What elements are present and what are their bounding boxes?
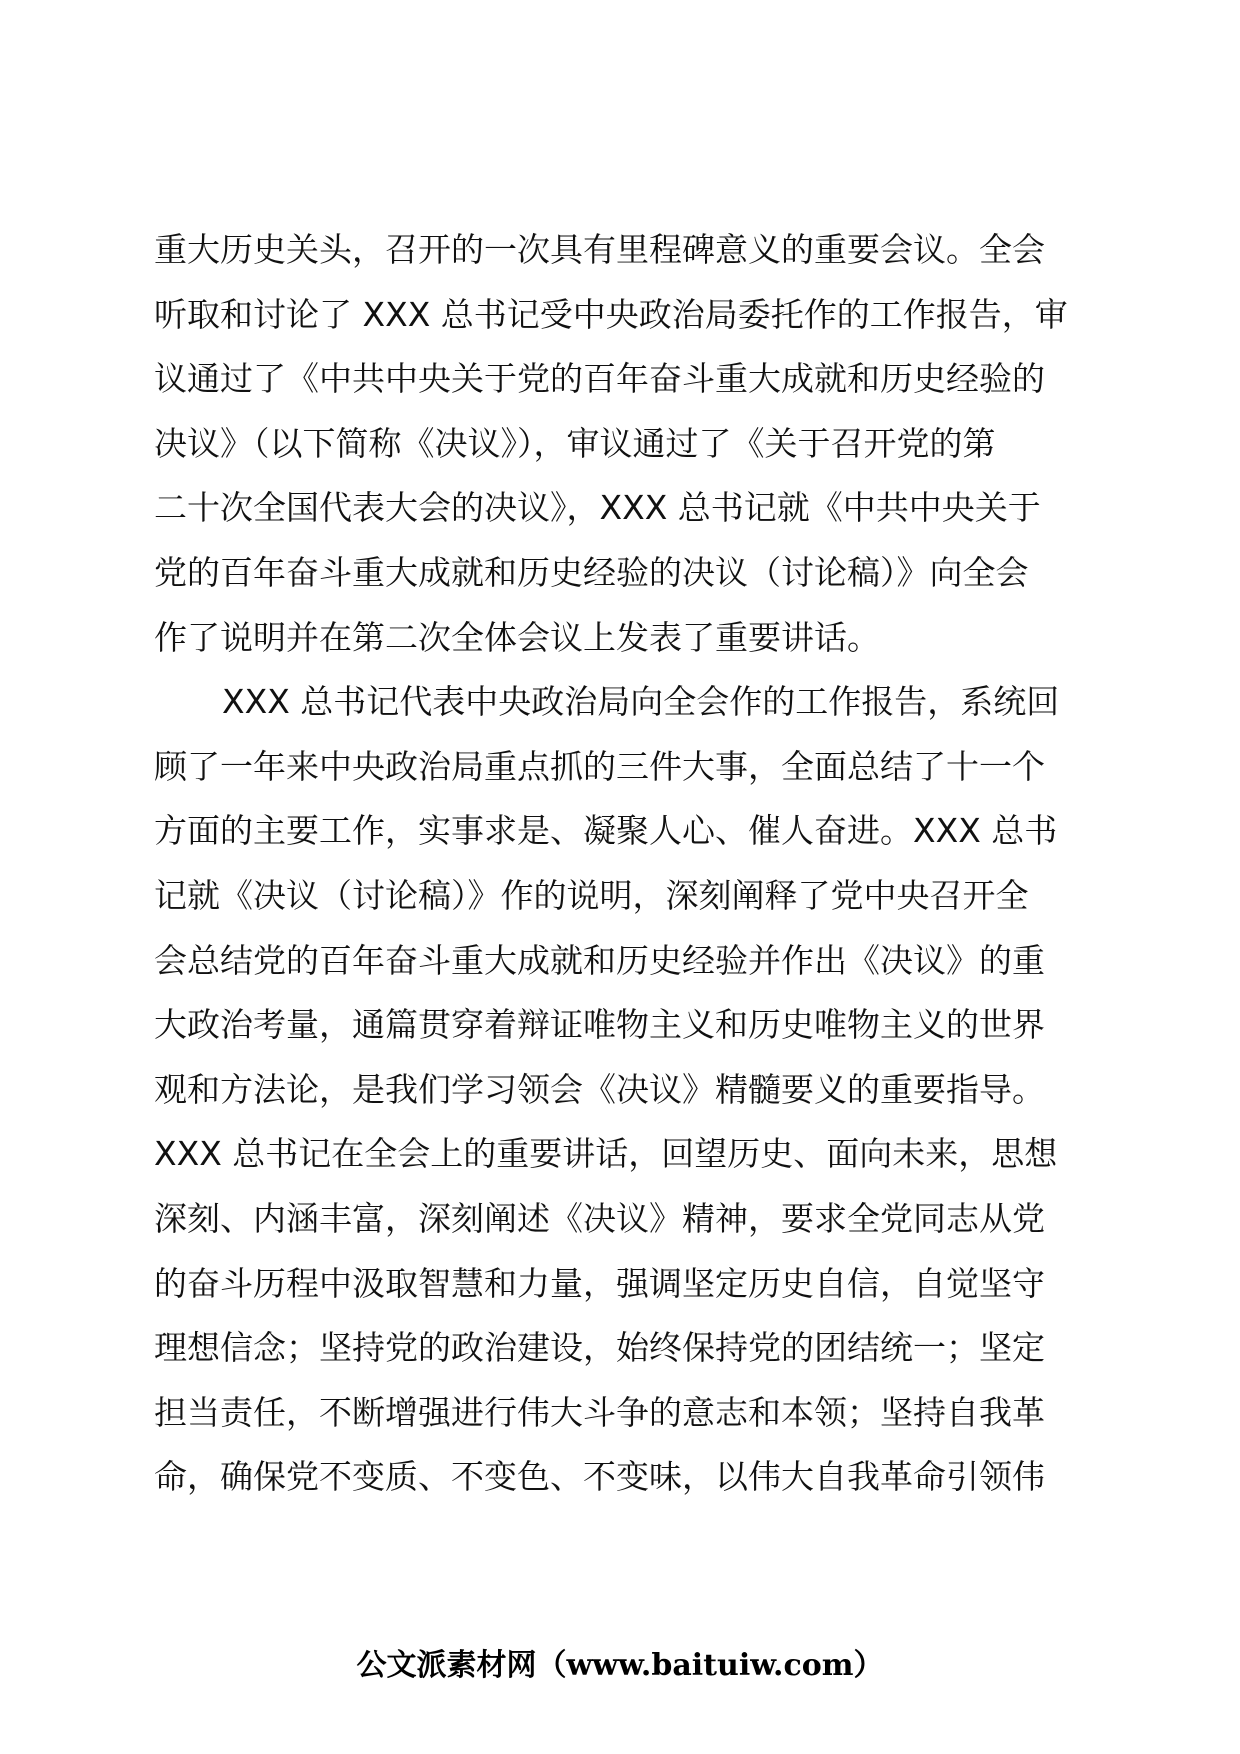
- text-line: 理想信念；坚持党的政治建设，始终保持党的团结统一；坚定: [154, 1328, 1045, 1368]
- text-line: 重大历史关头，召开的一次具有里程碑意义的重要会议。全会: [154, 230, 1045, 269]
- text-line: 方面的主要工作，实事求是、凝聚人心、催人奋进。XXX 总书: [154, 811, 1058, 851]
- document-body: [154, 218, 1094, 1510]
- paragraph-first-line: XXX 总书记代表中央政治局向全会作的工作报告，系统回: [222, 682, 1060, 722]
- text-line: 作了说明并在第二次全体会议上发表了重要讲话。: [154, 617, 880, 657]
- text-line: 决议》（以下简称《决议》），审议通过了《关于召开党的第: [154, 423, 996, 463]
- text-line: 会总结党的百年奋斗重大成就和历史经验并作出《决议》的重: [154, 940, 1045, 980]
- text-line: 顾了一年来中央政治局重点抓的三件大事，全面总结了十一个: [154, 746, 1045, 786]
- text-line: 担当责任，不断增强进行伟大斗争的意志和本领；坚持自我革: [154, 1392, 1045, 1432]
- text-line: XXX 总书记在全会上的重要讲话，回望历史、面向未来，思想: [154, 1134, 1058, 1174]
- text-line: 大政治考量，通篇贯穿着辩证唯物主义和历史唯物主义的世界: [154, 1005, 1045, 1045]
- page-footer: 公文派素材网（www.baituiw.com）: [356, 1648, 884, 1683]
- text-line: 深刻、内涵丰富，深刻阐述《决议》精神，要求全党同志从党: [154, 1198, 1045, 1238]
- text-line: 议通过了《中共中央关于党的百年奋斗重大成就和历史经验的: [154, 359, 1045, 399]
- text-line: 党的百年奋斗重大成就和历史经验的决议（讨论稿）》向全会: [154, 552, 1029, 592]
- text-line: 的奋斗历程中汲取智慧和力量，强调坚定历史自信，自觉坚守: [154, 1263, 1045, 1303]
- text-line: 二十次全国代表大会的决议》，XXX 总书记就《中共中央关于: [154, 488, 1041, 528]
- text-line: 记就《决议（讨论稿）》作的说明，深刻阐释了党中央召开全: [154, 875, 1029, 915]
- text-line: 听取和讨论了 XXX 总书记受中央政治局委托作的工作报告，审: [154, 294, 1068, 334]
- text-line: 命，确保党不变质、不变色、不变味，以伟大自我革命引领伟: [154, 1457, 1045, 1497]
- text-line: 观和方法论，是我们学习领会《决议》精髓要义的重要指导。: [154, 1069, 1045, 1109]
